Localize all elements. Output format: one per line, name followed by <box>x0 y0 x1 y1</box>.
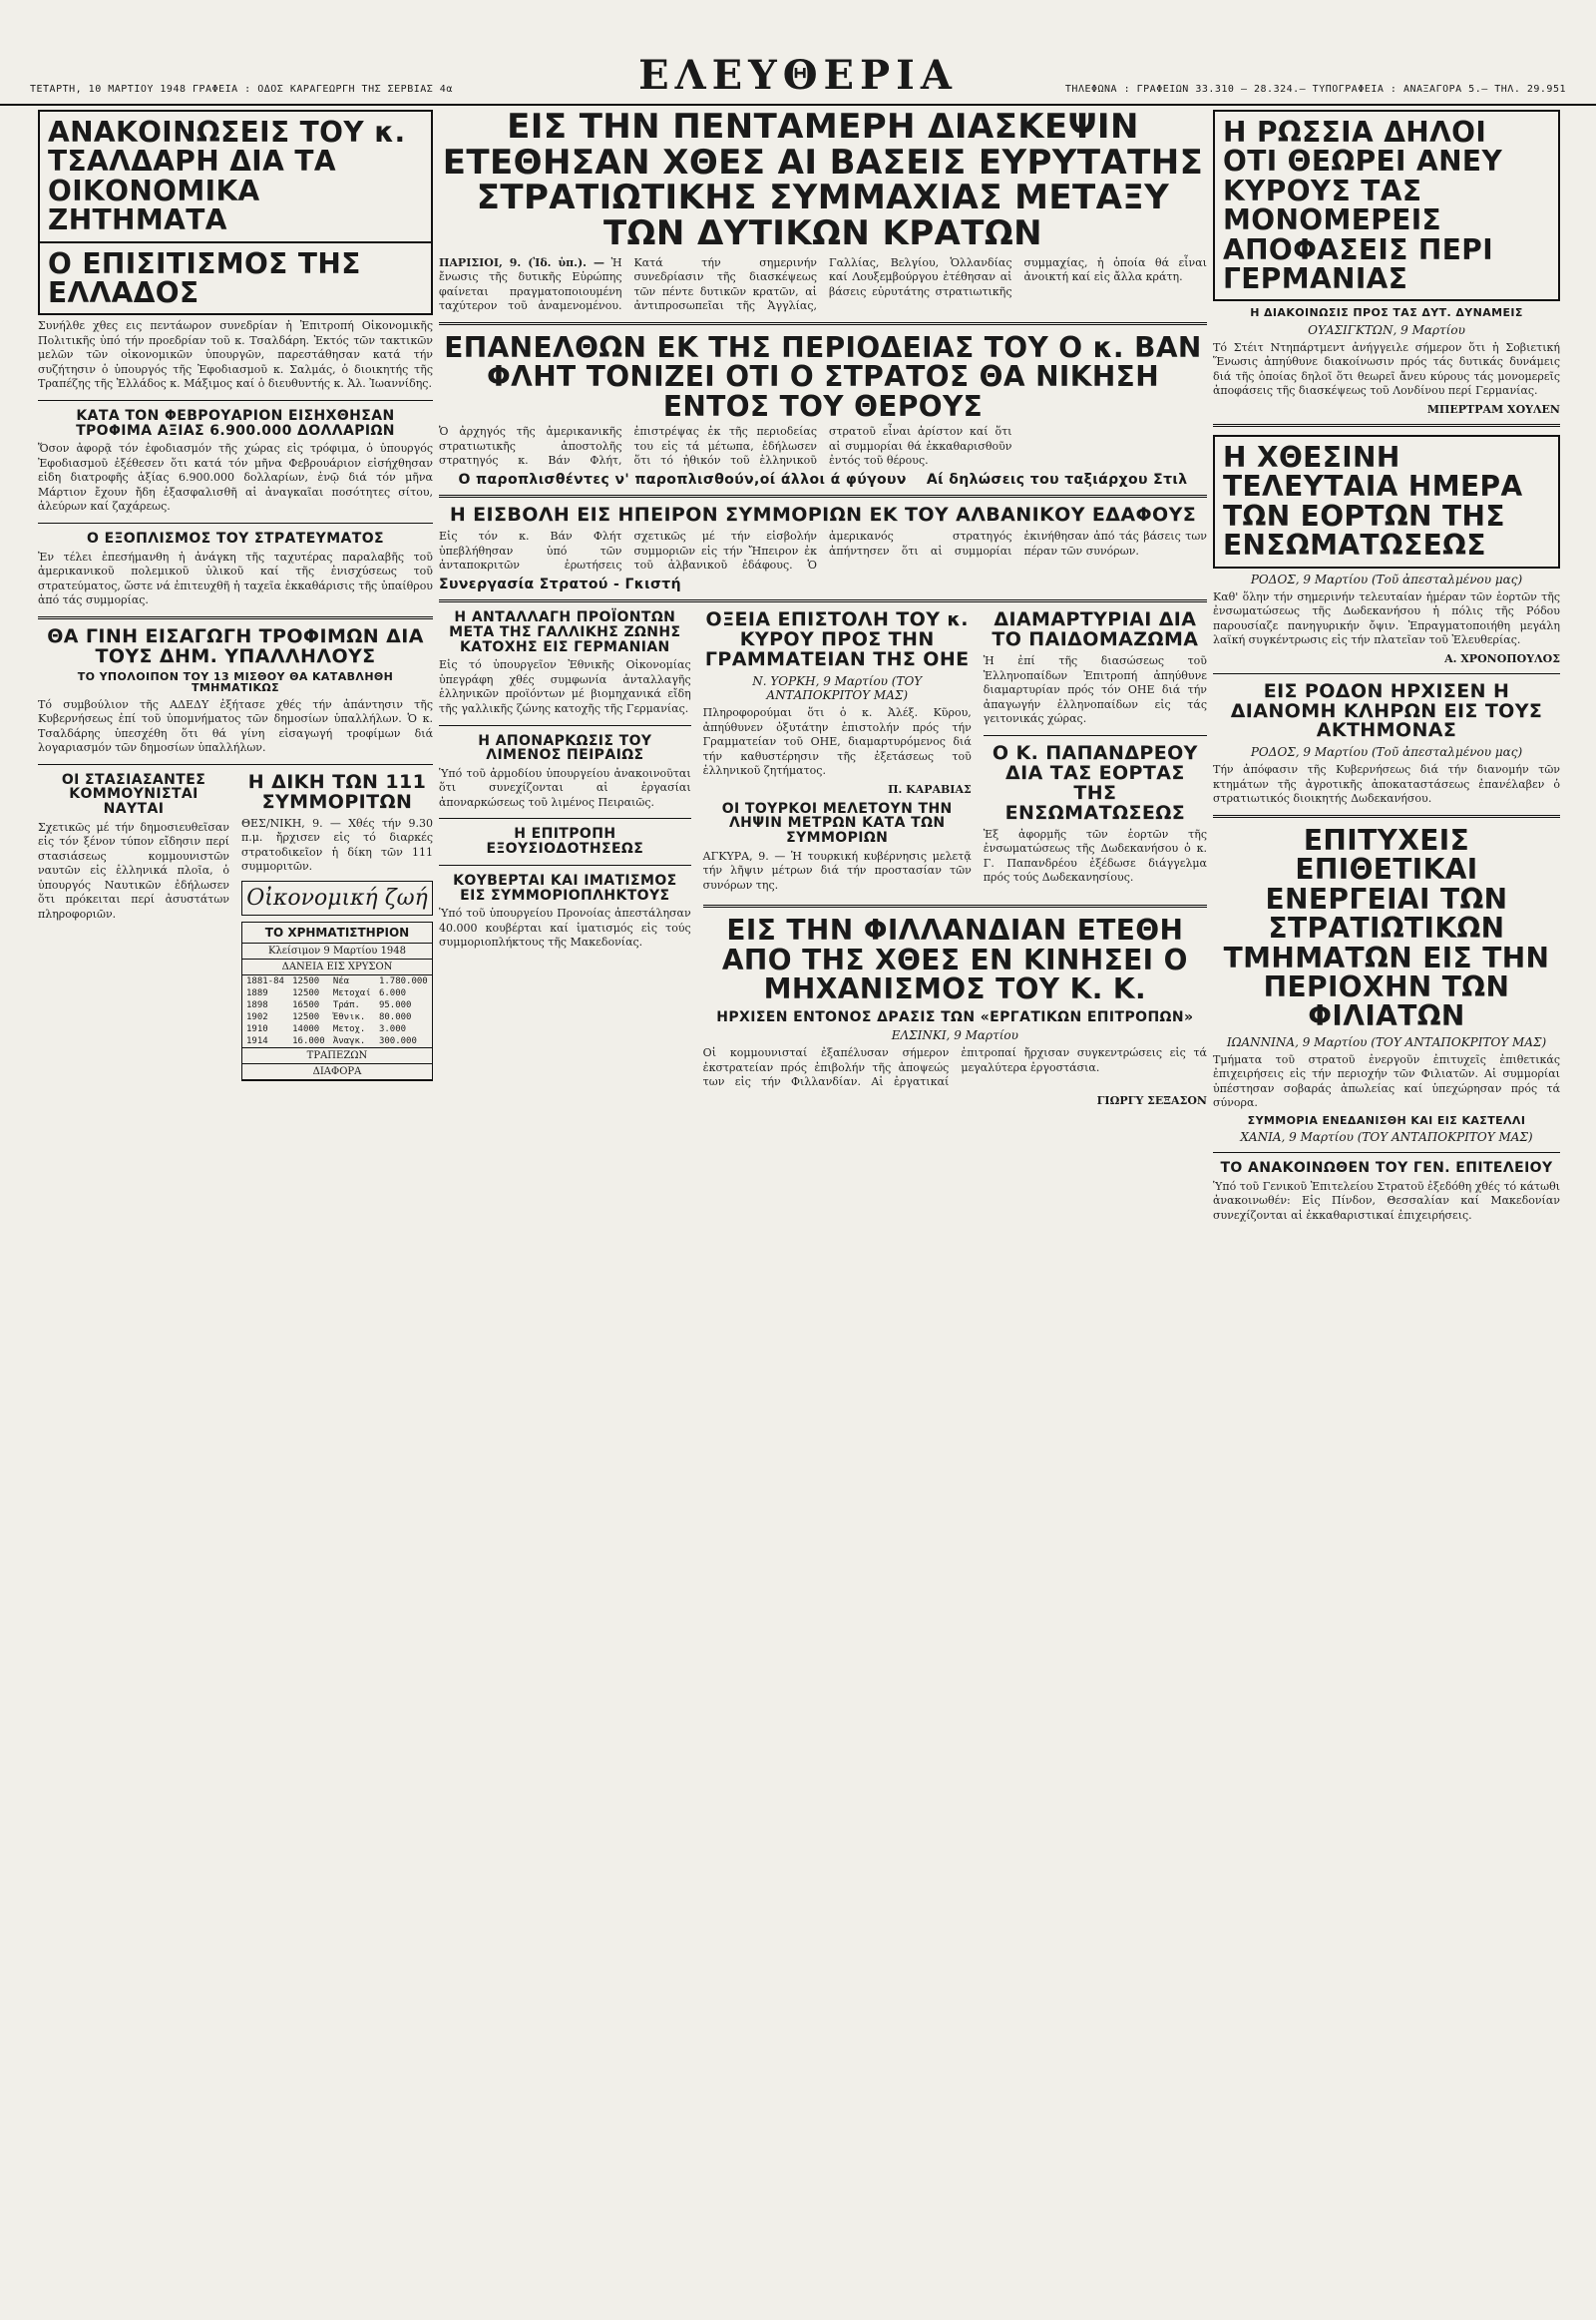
left-subcolumns <box>38 770 433 1081</box>
article-van-fleet-body: Ὁ ἀρχηγός τῆς ἀμερικανικῆς στρατιωτικῆς ἀποστολῆς στρατηγός κ. Βάν Φλήτ, ἐπιστρέψας ἐκ τῆς περιοδείας του εἰς τά μέτωπα, ἐδήλωσεν ὅτι τό ἠθικόν τοῦ ἑλληνικοῦ στρατοῦ εἶναι ἀρίστον καί ὅτι αἱ συμμορίαι θά ἐκκαθαρισθοῦν ἐντός τοῦ θέρους. <box>439 424 1012 468</box>
lead-dateline: ΠΑΡΙΣΙΟΙ, 9. (Ἰδ. ὑπ.). — <box>439 255 604 269</box>
article-turks-body: ΑΓΚΥΡΑ, 9. — Ἡ τουρκική κυβέρνησις μελετᾷ τήν λῆψιν μέτρων διά τήν προστασίαν τῶν συνόρων της. <box>702 849 972 892</box>
celebrations-signature: Α. ΧΡΟΝΟΠΟΥΛΟΣ <box>1444 651 1560 665</box>
finland-signature: ΓΙΩΡΓΥ ΣΕΞΑΣΟΝ <box>1096 1093 1207 1107</box>
headline-filiates-operations: ΕΠΙΤΥΧΕΙΣ ΕΠΙΘΕΤΙΚΑΙ ΕΝΕΡΓΕΙΑΙ ΤΩΝ ΣΤΡΑΤΙΩΤΙΚΩΝ ΤΜΗΜΑΤΩΝ ΕΙΣ ΤΗΝ ΠΕΡΙΟΧΗΝ ΤΩΝ ΦΙΛΙΑΤΩΝ <box>1223 823 1550 1033</box>
divider-double <box>439 599 1207 602</box>
divider <box>38 764 433 765</box>
center-lower-col2 <box>703 610 1207 1112</box>
rhodes-dateline: ΡΟΔΟΣ, 9 Μαρτίου (Τοῦ ἀπεσταλμένου μας) <box>1250 745 1523 760</box>
headline-authorization-committee: Η ΕΠΙΤΡΟΠΗ ΕΞΟΥΣΙΟΔΟΤΗΣΕΩΣ <box>486 826 644 858</box>
article-paidomazoma-body: Ἡ ἐπί τῆς διασώσεως τοῦ Ἑλληνοπαίδων Ἐπιτροπή ἀπηύθυνε διαμαρτυρίαν πρός τόν ΟΗΕ διά τήν ἀπαγωγήν ἑλληνοπαίδων εἰς τάς γειτονικάς χώρας. <box>983 654 1207 726</box>
headline-paidomazoma: ΔΙΑΜΑΡΤΥΡΙΑΙ ΔΙΑ ΤΟ ΠΑΙΔΟΜΑΖΩΜΑ <box>992 608 1199 651</box>
divider <box>1213 673 1560 674</box>
market-cell: Μετοχ. <box>332 1023 366 1034</box>
headline-kyrou-letter: ΟΞΕΙΑ ΕΠΙΣΤΟΛΗ ΤΟΥ κ. ΚΥΡΟΥ ΠΡΟΣ ΤΗΝ ΓΡΑΜΜΑΤΕΙΑΝ ΤΗΣ ΟΗΕ <box>704 608 970 671</box>
divider <box>1213 1152 1560 1153</box>
article-civil-servants-body: Τό συμβούλιον τῆς ΑΔΕΔΥ ἐξήτασε χθές τήν ἀπάντησιν τῆς Κυβερνήσεως ἐπί τοῦ ὑπομνήματος τῶν δημοσίων ὑπαλλήλων. Ὁ κ. Τσαλδάρης ὑπεσχέθη ὅτι θά γίνη εἰσαγωγή τροφίμων διά λογαριασμόν τῶν δημοσίων ὑπαλλήλων. <box>38 697 433 755</box>
newspaper-title: ΕΛΕΥΘΕΡΙΑ <box>638 52 958 99</box>
headline-blankets: ΚΟΥΒΕΡΤΑΙ ΚΑΙ ΙΜΑΤΙΣΜΟΣ ΕΙΣ ΣΥΜΜΟΡΙΟΠΛΗΚΤΟΥΣ <box>453 872 677 904</box>
market-cell: 12500 <box>292 1011 320 1022</box>
market-cell: 1.780.000 <box>378 975 428 986</box>
lead-headline-western-alliance: ΕΙΣ ΤΗΝ ΠΕΝΤΑΜΕΡΗ ΔΙΑΣΚΕΨΙΝ ΕΤΕΘΗΣΑΝ ΧΘΕΣ ΑΙ ΒΑΣΕΙΣ ΕΥΡΥΤΑΤΗΣ ΣΤΡΑΤΙΩΤΙΚΗΣ ΣΥΜΜΑΧΙΑΣ ΜΕΤΑΞΥ ΤΩΝ ΔΥΤΙΚΩΝ ΚΡΑΤΩΝ <box>442 110 1204 254</box>
subcolumn-trial <box>241 770 433 1081</box>
market-cell: Μετοχαί <box>332 987 371 998</box>
market-cell: 12500 <box>292 975 320 986</box>
market-cell: 16500 <box>292 999 320 1010</box>
article-filiates-body: Τμήματα τοῦ στρατοῦ ἐνεργοῦν ἐπιτυχεῖς ἐπιθετικάς ἐπιχειρήσεις εἰς τήν περιοχήν τῶν Φιλιατῶν. Αἱ συμμορίαι ὑπέστησαν σοβαράς ἀπωλείας καί ὑπεχώρησαν πρός τά σύνορα. <box>1213 1052 1560 1110</box>
article-russia-body: Τό Στέιτ Ντηπάρτμεντ ἀνήγγειλε σήμερον ὅτι ἡ Σοβιετική Ἕνωσις ἀπηύθυνε διακοίνωσιν πρός τάς δυτικάς δυνάμεις διά τῆς ὁποίας δηλοῖ ὅτι θεωρεῖ ἄνευ κύρους τάς μονομερεῖς ἀποφάσεις τῆς διασκέψεως τοῦ Λονδίνου περί Γερμανίας. <box>1213 340 1560 398</box>
van-fleet-subheads <box>439 473 1207 488</box>
market-cell: 1889 <box>246 987 268 998</box>
subcolumn-sailors <box>38 773 229 1081</box>
divider <box>38 400 433 401</box>
article-tsaldaris-body: Συνήλθε χθες εις πεντάωρον συνεδρίαν ἡ Ἐπιτροπή Οἰκονομικῆς Πολιτικῆς ὑπό τήν προεδρίαν τοῦ κ. Τσαλδάρη. Ἐκτός τῶν τακτικῶν μελῶν τῶν οἰκονομικῶν ὑπουργῶν, παρεστάθησαν κατά τήν συζήτησιν ὁ ὑπουργός τῆς Ἐφοδιασμοῦ κ. Σαλμάς, ὁ διοικητής τῆς Τραπέζης τῆς Ἑλλάδος κ. Μάξιμος καί ὁ διευθυντής κ. Ἀλ. Ἰωαννίδης. <box>38 319 433 391</box>
headline-celebrations-last-day: Η ΧΘΕΣΙΝΗ ΤΕΛΕΥΤΑΙΑ ΗΜΕΡΑ ΤΩΝ ΕΟΡΤΩΝ ΤΗΣ ΕΝΣΩΜΑΤΩΣΕΩΣ <box>1213 435 1560 569</box>
market-row <box>242 999 432 1011</box>
headline-army-equipment: Ο ΕΞΟΠΛΙΣΜΟΣ ΤΟΥ ΣΤΡΑΤΕΥΜΑΤΟΣ <box>87 530 384 547</box>
market-row <box>242 975 432 987</box>
headline-van-fleet: ΕΠΑΝΕΛΘΩΝ ΕΚ ΤΗΣ ΠΕΡΙΟΔΕΙΑΣ ΤΟΥ Ο κ. ΒΑΝ ΦΛΗΤ ΤΟΝΙΖΕΙ ΟΤΙ Ο ΣΤΡΑΤΟΣ ΘΑ ΝΙΚΗΣΗ ΕΝΤΟΣ ΤΟΥ ΘΕΡΟΥΣ <box>444 330 1202 423</box>
market-cell: Τράπ. <box>332 999 360 1010</box>
market-cell: 1914 <box>246 1035 268 1046</box>
market-row <box>242 1023 432 1035</box>
article-trial-body: ΘΕΣ/ΝΙΚΗ, 9. — Χθές τήν 9.30 π.μ. ἤρχισεν εἰς τό διαρκές στρατοδικεῖον ἡ δίκη τῶν 111 συμμοριτῶν. <box>241 816 433 874</box>
chania-dateline: ΧΑΝΙΑ, 9 Μαρτίου (ΤΟΥ ΑΝΤΑΠΟΚΡΙΤΟΥ ΜΑΣ) <box>1240 1130 1533 1145</box>
misc-label: ΔΙΑΦΟΡΑ <box>242 1064 432 1080</box>
headline-general-staff: ΤΟ ΑΝΑΚΟΙΝΩΘΕΝ ΤΟΥ ΓΕΝ. ΕΠΙΤΕΛΕΙΟΥ <box>1220 1160 1553 1177</box>
headline-papandreou: Ο Κ. ΠΑΠΑΝΔΡΕΟΥ ΔΙΑ ΤΑΣ ΕΟΡΤΑΣ ΤΗΣ ΕΝΣΩΜΑΤΩΣΕΩΣ <box>992 741 1198 824</box>
headline-finland: ΕΙΣ ΤΗΝ ΦΙΛΛΑΝΔΙΑΝ ΕΤΕΘΗ ΑΠΟ ΤΗΣ ΧΘΕΣ ΕΝ ΚΙΝΗΣΕΙ Ο ΜΗΧΑΝΙΣΜΟΣ ΤΟΥ Κ. Κ. <box>721 914 1188 1006</box>
filiates-dateline: ΙΩΑΝΝΙΝΑ, 9 Μαρτίου (ΤΟΥ ΑΝΤΑΠΟΚΡΙΤΟΥ ΜΑΣ) <box>1226 1034 1547 1049</box>
article-general-staff-body: Ὑπό τοῦ Γενικοῦ Ἐπιτελείου Στρατοῦ ἐξεδόθη χθές τό κάτωθι ἀνακοινωθέν: Εἰς Πίνδον, Θεσσαλίαν καί Μακεδονίαν συνεχίζονται αἱ ἐκκαθαριστικαί ἐπιχειρήσεις. <box>1213 1179 1560 1222</box>
market-cell: Ἐθνικ. <box>332 1011 366 1022</box>
protest-block <box>984 610 1207 897</box>
market-row <box>242 1035 432 1047</box>
lead-article-body <box>439 256 1207 314</box>
article-papandreou-body: Ἐξ ἀφορμῆς τῶν ἑορτῶν τῆς ἐνσωματώσεως τῆς Δωδεκανήσου ὁ κ. Γ. Παπανδρέου ἐξέδωσε διάγγελμα πρός τούς Δωδεκανησίους. <box>983 827 1207 885</box>
kyrou-dateline: Ν. ΥΟΡΚΗ, 9 Μαρτίου (ΤΟΥ ΑΝΤΑΠΟΚΡΙΤΟΥ ΜΑΣ) <box>752 674 923 703</box>
divider-double <box>439 495 1207 498</box>
russia-signature: ΜΠΕΡΤΡΑΜ ΧΟΥΛΕΝ <box>1426 402 1560 416</box>
headline-food-civil-servants: ΘΑ ΓΙΝΗ ΕΙΣΑΓΩΓΗ ΤΡΟΦΙΜΩΝ ΔΙΑ ΤΟΥΣ ΔΗΜ. ΥΠΑΛΛΗΛΟΥΣ <box>47 624 424 667</box>
stock-exchange-box <box>241 922 433 1081</box>
subhead-stil: Αί δηλώσεις του ταξιάρχου Στιλ <box>926 471 1188 488</box>
market-cell: 3.000 <box>378 1023 407 1034</box>
market-cell: 1902 <box>246 1011 268 1022</box>
subhead-disarmed: Ο παροπλισθέντες ν' παροπλισθούν,οί άλλοι ά φύγουν <box>458 471 907 488</box>
headline-tsaldaris: ΑΝΑΚΟΙΝΩΣΕΙΣ ΤΟΥ κ. ΤΣΑΛΔΑΡΗ ΔΙΑ ΤΑ ΟΙΚΟΝΟΜΙΚΑ ΖΗΤΗΜΑΤΑ <box>38 110 433 243</box>
article-rhodes-body: Τήν ἀπόφασιν τῆς Κυβερνήσεως διά τήν διανομήν τῶν κτημάτων τῆς ἀγροτικῆς ἀποκαταστάσεως ἐπανέλαβεν ὁ στρατιωτικός διοικητής Δωδεκανήσου. <box>1213 763 1560 806</box>
divider <box>439 725 691 726</box>
masthead <box>0 0 1596 106</box>
subhead-cooperation: Συνεργασία Στρατού - Γκιστή <box>439 576 682 592</box>
headline-sailors: ΟΙ ΣΤΑΣΙΑΣΑΝΤΕΣ ΚΟΜΜΟΥΝΙΣΤΑΙ ΝΑΥΤΑΙ <box>61 771 206 818</box>
market-cell: 1910 <box>246 1023 268 1034</box>
headline-trial-111: Η ΔΙΚΗ ΤΩΝ 111 ΣΥΜΜΟΡΙΤΩΝ <box>247 770 427 813</box>
economic-life-banner: Οἰκονομική ζωή <box>241 881 433 916</box>
market-cell: 95.000 <box>378 999 412 1010</box>
article-epirus-body: Εἰς τόν κ. Βάν Φλήτ ὑπεβλήθησαν ὑπό τῶν ἀνταποκριτῶν ἐρωτήσεις σχετικῶς μέ τήν εἰσβολήν συμμοριῶν εἰς τήν Ἤπειρον ἐκ τοῦ ἀλβανικοῦ ἐδάφους. Ὁ ἀμερικανός στρατηγός ἀπήντησεν ὅτι αἱ συμμορίαι ἐκινήθησαν ἀπό τάς βάσεις των πέραν τῶν συνόρων. <box>439 530 1207 573</box>
headline-french-zone: Η ΑΝΤΑΛΛΑΓΗ ΠΡΟΪΟΝΤΩΝ ΜΕΤΑ ΤΗΣ ΓΑΛΛΙΚΗΣ ΖΩΝΗΣ ΚΑΤΟΧΗΣ ΕΙΣ ΓΕΡΜΑΝΙΑΝ <box>449 609 681 655</box>
divider-double <box>1213 424 1560 427</box>
column-left <box>38 110 433 2300</box>
headline-epirus-invasion: Η ΕΙΣΒΟΛΗ ΕΙΣ ΗΠΕΙΡΟΝ ΣΥΜΜΟΡΙΩΝ ΕΚ ΤΟΥ ΑΛΒΑΝΙΚΟΥ ΕΔΑΦΟΥΣ <box>449 504 1197 527</box>
subheadline-note-western: Η ΔΙΑΚΟΙΝΩΣΙΣ ΠΡΟΣ ΤΑΣ ΔΥΤ. ΔΥΝΑΜΕΙΣ <box>1250 306 1523 320</box>
headline-february-imports: ΚΑΤΑ ΤΟΝ ΦΕΒΡΟΥΑΡΙΟΝ ΕΙΣΗΧΘΗΣΑΝ ΤΡΟΦΙΜΑ ΑΞΙΑΣ 6.900.000 ΔΟΛΛΑΡΙΩΝ <box>76 407 395 439</box>
market-row <box>242 1011 432 1023</box>
divider-double <box>38 616 433 619</box>
divider <box>984 735 1207 736</box>
divider <box>439 865 691 866</box>
divider <box>439 818 691 819</box>
article-french-zone-body: Εἰς τό ὑπουργεῖον Ἐθνικῆς Οἰκονομίας ὑπεγράφη χθές συμφωνία ἀνταλλαγῆς ἑλληνικῶν προϊόντων μέ βιομηχανικά εἴδη τῆς γαλλικῆς ζώνης κατοχῆς τῆς Γερμανίας. <box>439 658 691 715</box>
market-cell: Ἀναγκ. <box>332 1035 366 1046</box>
article-army-body: Ἐν τέλει ἐπεσήμανθη ἡ ἀνάγκη τῆς ταχυτέρας παραλαβῆς τοῦ ἀμερικανικοῦ πολεμικοῦ ὑλικοῦ καί τῆς ἐνισχύσεως τοῦ στρατεύματος, ὥστε νά ἐπιτευχθῆ ἡ ταχεῖα ἐκκαθάρισις τῆς ὑπαίθρου ἀπό τάς συμμορίας. <box>38 550 433 607</box>
divider-double <box>1213 815 1560 818</box>
column-right <box>1213 110 1560 2300</box>
article-blankets-body: Ὑπό τοῦ ὑπουργείου Προνοίας ἀπεστάλησαν 40.000 κουβέρται καί ἱματισμός εἰς τούς συμμοριοπλήκτους τῆς Μακεδονίας. <box>439 907 691 950</box>
celebrations-dateline: ΡΟΔΟΣ, 9 Μαρτίου (Τοῦ ἀπεσταλμένου μας) <box>1250 572 1523 586</box>
headline-rhodes-land: ΕΙΣ ΡΟΔΟΝ ΗΡΧΙΣΕΝ Η ΔΙΑΝΟΜΗ ΚΛΗΡΩΝ ΕΙΣ ΤΟΥΣ ΑΚΤΗΜΟΝΑΣ <box>1230 679 1543 742</box>
market-cell: 12500 <box>292 987 320 998</box>
article-celebrations-body: Καθ' ὅλην τήν σημερινήν τελευταίαν ἡμέραν τῶν ἑορτῶν τῆς ἐνσωματώσεως τῆς Δωδεκανήσου ἡ πόλις τῆς Ρόδου παρουσίαζε πανηγυρικήν ὄψιν. Ἐπραγματοποιήθη μεγάλη λαϊκή συγκέντρωσις εἰς τήν πλατεῖαν τοῦ Ἐλευθερίας. <box>1213 589 1560 647</box>
lead-body-text: Ἡ ἔνωσις τῆς δυτικῆς Εὐρώπης φαίνεται πραγματοποιουμένη ταχύτερον τοῦ ἀναμενομένου. Κατά τήν σημερινήν συνεδρίασιν τῆς διασκέψεως τῶν πέντε δυτικῶν κρατῶν, αἱ ἀντιπροσωπεῖαι τῆς Ἀγγλίας, Γαλλίας, Βελγίου, Ὁλλανδίας καί Λουξεμβούργου ἐτέθησαν αἱ βάσεις εὐρυτάτης στρατιωτικῆς συμμαχίας, ἡ ὁποία θά εἶναι ἀνοικτή καί εἰς ἄλλα κράτη. <box>439 255 1207 313</box>
market-cell: 80.000 <box>378 1011 412 1022</box>
divider-double <box>703 905 1207 908</box>
stock-exchange-title: ΤΟ ΧΡΗΜΑΤΙΣΤΗΡΙΟΝ <box>242 923 432 944</box>
article-piraeus-body: Ὑπό τοῦ ἀρμοδίου ὑπουργείου ἀνακοινοῦται ὅτι συνεχίζονται αἱ ἐργασίαι ἀποναρκώσεως τοῦ λιμένος Πειραιῶς. <box>439 766 691 809</box>
banks-label: ΤΡΑΠΕΖΩΝ <box>242 1047 432 1064</box>
market-table <box>242 975 432 1047</box>
market-cell: 14000 <box>292 1023 320 1034</box>
market-cell: 300.000 <box>378 1035 417 1046</box>
subheadline-13th-salary: ΤΟ ΥΠΟΛΟΙΠΟΝ ΤΟΥ 13 ΜΙΣΘΟΥ ΘΑ ΚΑΤΑΒΛΗΘΗ ΤΜΗΜΑΤΙΚΩΣ <box>77 669 394 695</box>
divider <box>38 523 433 524</box>
market-cell: 1881-84 <box>246 975 284 986</box>
article-kyrou-body: Πληροφορούμαι ὅτι ὁ κ. Ἀλέξ. Κῦρου, ἀπηύθυνεν ὀξυτάτην ἐπιστολήν πρός τήν Γραμματείαν τοῦ ΟΗΕ, διαμαρτυρόμενος διά τήν καθυστέρησιν τῆς ἐξετάσεως τοῦ ἑλληνικοῦ ζητήματος. <box>702 706 972 778</box>
kyrou-and-protest <box>703 610 1207 897</box>
center-lower-col1 <box>439 610 691 1112</box>
market-cell: 6.000 <box>378 987 407 998</box>
article-imports-body: Ὅσον ἀφορᾷ τόν ἐφοδιασμόν τῆς χώρας εἰς τρόφιμα, ὁ ὑπουργός Ἐφοδιασμοῦ ἐξέθεσεν ὅτι κατά τόν μῆνα Φεβρουάριον εἰσήχθησαν εἰδη διατροφῆς ἀξίας 6.900.000 δολλαρίων, ἐνῷ διά τόν μῆνα Μάρτιον ἔχουν ἤδη ἐξασφαλισθῆ αἱ ἀναγκαῖαι ποσότητες σίτου, ἀλεύρων καί ζαχάρεως. <box>38 442 433 514</box>
kyrou-block <box>703 610 972 897</box>
headline-episitismos: Ο ΕΠΙΣΙΤΙΣΜΟΣ ΤΗΣ ΕΛΛΑΔΟΣ <box>38 241 433 316</box>
masthead-date-address: ΤΕΤΑΡΤΗ, 10 ΜΑΡΤΙΟΥ 1948 ΓΡΑΦΕΙΑ : ΟΔΟΣ ΚΑΡΑΓΕΩΡΓΗ ΤΗΣ ΣΕΡΒΙΑΣ 4α <box>30 84 453 95</box>
market-cell: 1898 <box>246 999 268 1010</box>
finland-dateline: ΕΛΣΙΝΚΙ, 9 Μαρτίου <box>891 1028 1018 1043</box>
russia-dateline: ΟΥΑΣΙΓΚΤΩΝ, 9 Μαρτίου <box>1308 322 1465 337</box>
market-cell: 16.000 <box>292 1035 325 1046</box>
market-row <box>242 987 432 999</box>
kyrou-signature: Π. ΚΑΡΑΒΙΑΣ <box>888 782 972 796</box>
subheadline-workers-committees: ΗΡΧΙΣΕΝ ΕΝΤΟΝΟΣ ΔΡΑΣΙΣ ΤΩΝ «ΕΡΓΑΤΙΚΩΝ ΕΠΙΤΡΟΠΩΝ» <box>716 1008 1194 1025</box>
article-sailors-body: Σχετικῶς μέ τήν δημοσιευθεῖσαν εἰς τόν ξένον τύπον εἴδησιν περί στασιάσεως κομμουνιστῶν ναυτῶν εἰς ἑλληνικά πλοῖα, ὁ ὑπουργός Ναυτικῶν ἐδήλωσεν ὅτι πρόκειται περί ἀσυστάτων πληροφοριῶν. <box>38 820 229 921</box>
market-cell: Νέα <box>332 975 350 986</box>
stock-exchange-date: Κλείσιμον 9 Μαρτίου 1948 <box>242 944 432 960</box>
gold-loans-label: ΔΑΝΕΙΑ ΕΙΣ ΧΡΥΣΟΝ <box>242 960 432 975</box>
masthead-phones: ΤΗΛΕΦΩΝΑ : ΓΡΑΦΕΙΩΝ 33.310 — 28.324.— ΤΥΠΟΓΡΑΦΕΙΑ : ΑΝΑΞΑΓΟΡΑ 5.— ΤΗΛ. 29.951 <box>1064 84 1566 95</box>
headline-piraeus-demining: Η ΑΠΟΝΑΡΚΩΣΙΣ ΤΟΥ ΛΙΜΕΝΟΣ ΠΕΙΡΑΙΩΣ <box>478 732 652 764</box>
divider-double <box>439 322 1207 325</box>
center-lower-grid <box>439 610 1207 1112</box>
article-finland-body: Οἱ κομμουνισταί ἐξαπέλυσαν σήμερον ἐκστρατείαν πρός ἐπιβολήν τῆς ἀποψεώς των εἰς τήν Φιλλανδίαν. Αἱ ἐργατικαί ἐπιτροπαί ἤρχισαν συγκεντρώσεις εἰς τά μεγαλύτερα ἐργοστάσια. <box>702 1046 1207 1089</box>
headline-russia-germany: Η ΡΩΣΣΙΑ ΔΗΛΟΙ ΟΤΙ ΘΕΩΡΕΙ ΑΝΕΥ ΚΥΡΟΥΣ ΤΑΣ ΜΟΝΟΜΕΡΕΙΣ ΑΠΟΦΑΣΕΙΣ ΠΕΡΙ ΓΕΡΜΑΝΙΑΣ <box>1213 110 1560 301</box>
column-center <box>439 110 1207 2300</box>
headline-turks: ΟΙ ΤΟΥΡΚΟΙ ΜΕΛΕΤΟΥΝ ΤΗΝ ΛΗΨΙΝ ΜΕΤΡΩΝ ΚΑΤΑ ΤΩΝ ΣΥΜΜΟΡΙΩΝ <box>721 800 953 847</box>
subhead-kastelli: ΣΥΜΜΟΡΙΑ ΕΝΕΔΑΝΙΣΘΗ ΚΑΙ ΕΙΣ ΚΑΣΤΕΛΛΙ <box>1247 1113 1526 1127</box>
